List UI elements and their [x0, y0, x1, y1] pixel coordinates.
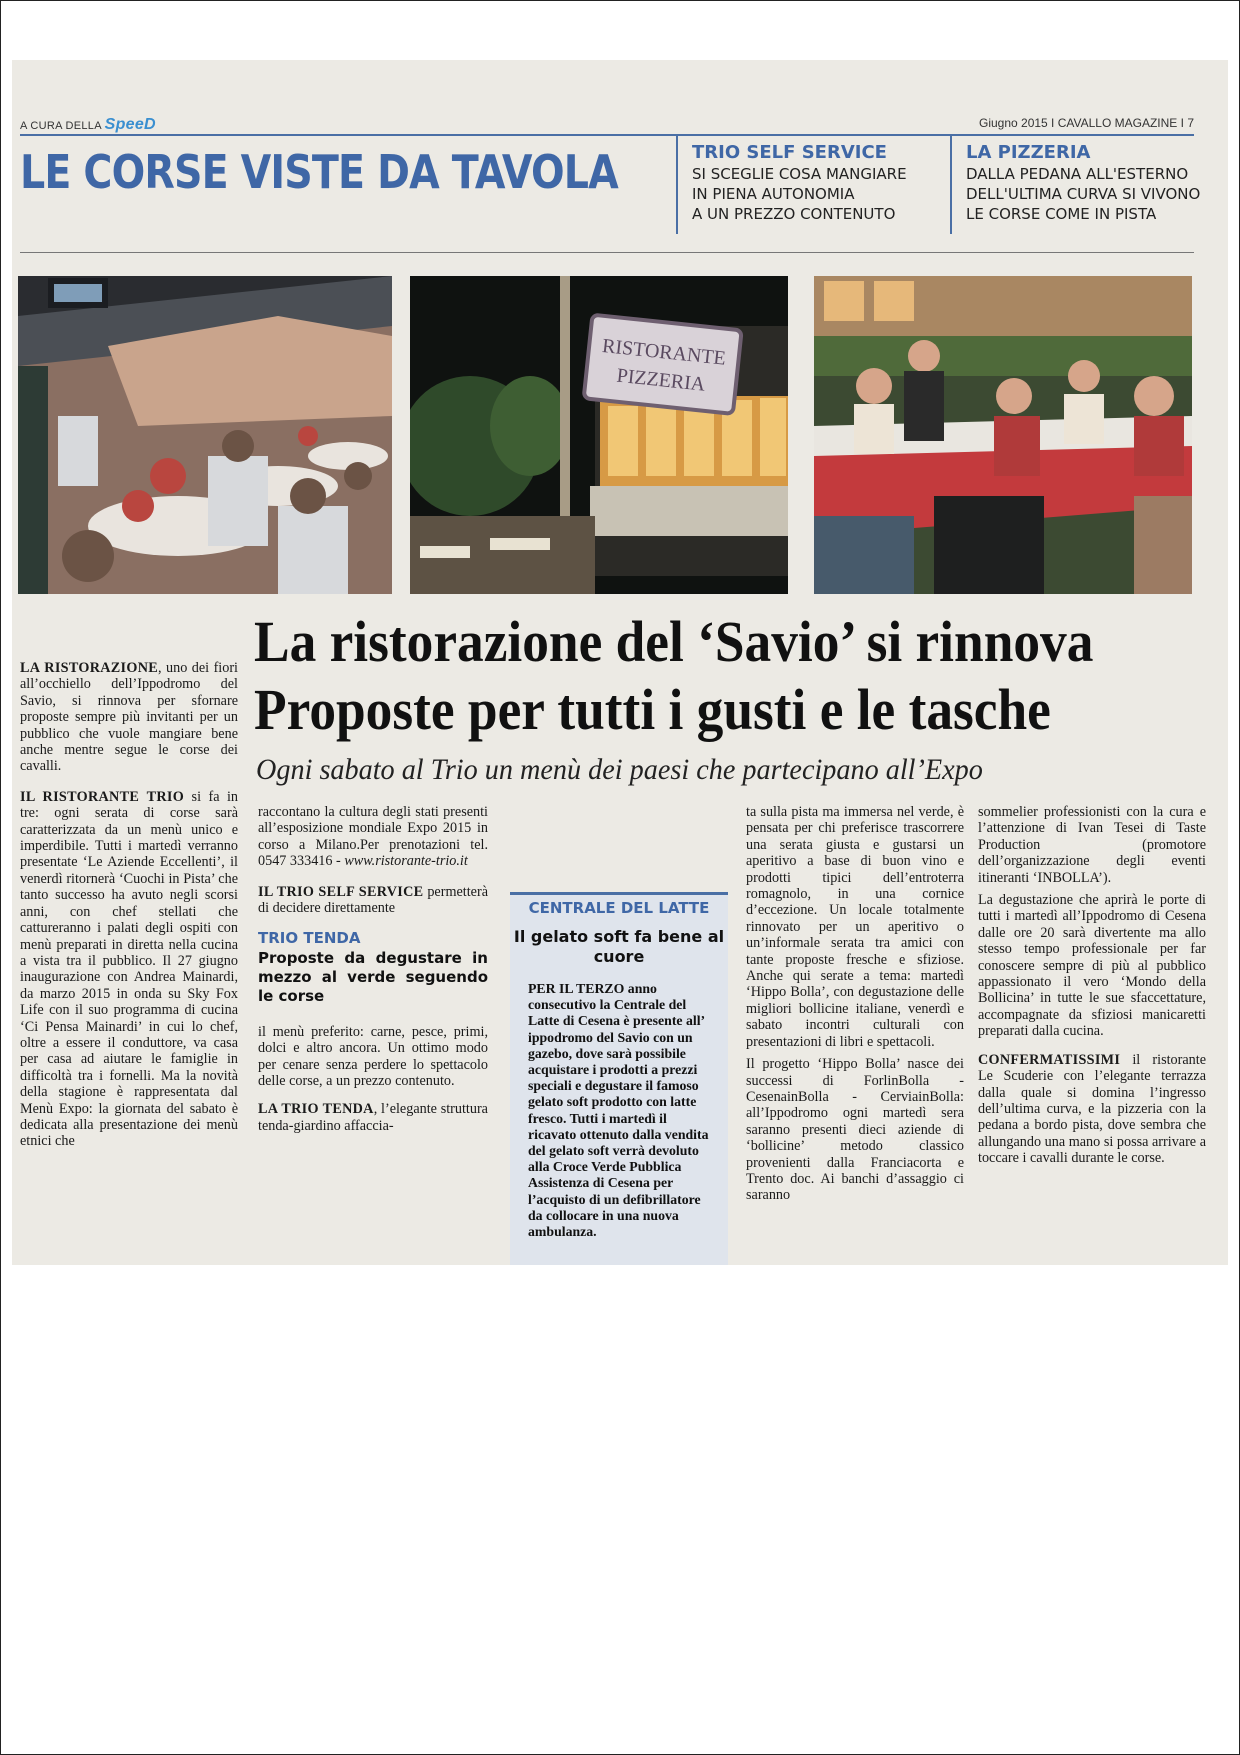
kicker-text: A CURA DELLA — [20, 120, 102, 132]
paragraph — [20, 660, 238, 775]
teaser-line: SI SCEGLIE COSA MANGIARE — [692, 165, 907, 183]
paragraph — [978, 1052, 1206, 1167]
top-rule — [20, 134, 1194, 136]
website-link[interactable]: www.ristorante-trio.it — [344, 853, 468, 870]
subheadline: Ogni sabato al Trio un menù dei paesi che partecipano all’Expo — [256, 753, 983, 786]
teaser-line: IN PIENA AUTONOMIA — [692, 185, 855, 203]
paragraph — [978, 804, 1206, 886]
teaser-title: TRIO SELF SERVICE — [692, 142, 887, 163]
teaser-line: LE CORSE COME IN PISTA — [966, 205, 1157, 223]
box-heading: CENTRALE DEL LATTE — [528, 899, 710, 917]
paragraph — [258, 1101, 488, 1134]
brand-logo: SpeeD — [104, 116, 156, 133]
paragraph-text: il menù preferito: carne, pesce, primi, dolci e altro ancora. Un ottimo modo per cenare senza perdere lo spettacolo delle corse, a un prezzo contenuto. — [258, 1023, 488, 1090]
section-title: LE CORSE VISTE DA TAVOLA — [20, 145, 618, 199]
teaser-line: DALLA PEDANA ALL'ESTERNO — [966, 165, 1189, 183]
kicker — [20, 116, 156, 134]
paragraph-text: sommelier professionisti con la cura e l’attenzione di Ivan Tesei di Taste Production (promotore dell’organizzazione degli eventi itineranti ‘INBOLLA’). — [978, 804, 1206, 886]
sign-text: PIZZERIA — [615, 364, 707, 396]
header-bottom-rule — [20, 252, 1194, 253]
lead-in: CONFERMATISSIMI — [978, 1051, 1121, 1068]
paragraph-text: La degustazione che aprirà le porte di tutti i martedì all’Ippodromo di Cesena dalle ore 20 sarà divertente ma allo stesso tempo professionale per far conoscere sempre di più al pubblico appassionato il vero ‘Mondo della Bollicina’ in tutte le sue sfaccettature, accompagnate da sfiziosi manicaretti preparati dalla cucina. — [978, 892, 1206, 1040]
teaser-self-service — [692, 142, 932, 224]
box-subtitle: Il gelato soft fa bene al cuore — [513, 927, 725, 966]
paragraph — [746, 804, 964, 1050]
teaser-line: DELL'ULTIMA CURVA SI VIVONO — [966, 185, 1201, 203]
paragraph-text: , uno dei fiori all’occhiello dell’Ippodromo del Savio, si rinnova per sfornare proposte sempre più invitanti per un pubblico che vuole mangiare bene anche mentre segue le corse dei cavalli. — [20, 660, 238, 775]
teaser-line: A UN PREZZO CONTENUTO — [692, 205, 896, 223]
article-column-1 — [20, 660, 238, 1156]
paragraph-text: , l’elegante struttura tenda-giardino affaccia- — [258, 1101, 488, 1134]
paragraph-text: permetterà di decidere direttamente — [258, 883, 488, 917]
sidebar-box-centrale-del-latte — [510, 892, 728, 1265]
article-column-4 — [746, 804, 964, 1210]
paragraph-text: anno consecutivo la Centrale del Latte di Cesena è presente all’ ippodromo del Savio con un gazebo, dove sarà possibile acquistare i prodotti a prezzi speciali e degustare il famoso gelato soft prodotto con latte fresco. Tutti i martedì il ricavato ottenuto dalla vendita del gelato soft verrà devoluto alla Croce Verde Pubblica Assistenza di Cesena per l’acquisto di un defibrillatore da collocare in una nuova ambulanza. — [528, 981, 709, 1240]
photo-diners-terrace — [814, 276, 1192, 594]
subsection-subtitle: Proposte da degustare in mezzo al verde seguendo le corse — [258, 948, 488, 1005]
lead-in: LA TRIO TENDA — [258, 1101, 374, 1118]
sign-text: RISTORANTE — [601, 334, 727, 370]
headline: La ristorazione del ‘Savio’ si rinnova — [254, 609, 1094, 674]
article-column-2 — [258, 804, 488, 1140]
box-rule — [510, 892, 728, 895]
paragraph — [978, 892, 1206, 1040]
divider — [676, 134, 678, 234]
article-column-5 — [978, 804, 1206, 1173]
paragraph-text: raccontano la cultura degli stati presenti all’esposizione mondiale Expo 2015 in corso a Milano.Per prenotazioni tel. 0547 333416 - — [258, 804, 488, 870]
lead-in: PER IL TERZO — [528, 981, 625, 996]
photo-grandstand-dining — [18, 276, 392, 594]
paragraph — [258, 884, 488, 917]
paragraph-text: il ristorante Le Scuderie con l’elegante terrazza dalla quale si domina l’ingresso dell’ultima curva, e la pizzeria con la pedana a bordo pista, dove sembra che allungando una mano si possa arrivare a toccare i cavalli durante le corse. — [978, 1051, 1206, 1167]
paragraph-text: si fa in tre: ogni serata di corse sarà caratterizzata da un menù unico e imperdibile. Tutti i martedì verranno presentate ‘Le Aziende Eccellenti’, il venerdì ritornerà ‘Cuochi in Pista’ che tanto successo ha avuto negli scorsi anni, con chef stellati che cattureranno i palati degli ospiti con menù preparati in diretta nella cucina a vista tra il pubblico. Il 27 giugno inaugurazione con Andrea Mainardi, da marzo 2015 in onda su Sky Fox Life con il suo programma di cucina ‘Ci Pensa Mainardi’ in cui lo chef, oltre a essere il conduttore, va casa per casa ad aiutare le famiglie in difficoltà tra i fornelli. Ma la novità della stagione è rappresentata dal Menù Expo: la giornata del sabato è dedicata alla presentazione dei menù etnici che — [20, 788, 238, 1150]
subsection-heading: TRIO TENDA — [258, 929, 361, 948]
paragraph-text: Il progetto ‘Hippo Bolla’ nasce dei successi di ForlinBolla - CesenainBolla - CerviainBolla: all’Ippodromo ogni martedì sera saranno presenti dieci aziende di ‘bollicine’ metodo classico provenienti dalla Franciacorta e Trento doc. Ai banchi d’assaggio ci saranno — [746, 1056, 964, 1204]
newspaper-clipping — [12, 60, 1228, 1265]
divider — [950, 134, 952, 234]
lead-in: LA RISTORAZIONE — [20, 660, 159, 676]
lead-in: IL TRIO SELF SERVICE — [258, 883, 424, 900]
teaser-title: LA PIZZERIA — [966, 142, 1091, 163]
lead-in: IL RISTORANTE TRIO — [20, 788, 185, 805]
teaser-pizzeria — [966, 142, 1206, 224]
photo-ristorante-pizzeria-sign — [410, 276, 788, 594]
paragraph — [20, 789, 238, 1150]
paragraph — [258, 804, 488, 870]
paragraph — [746, 1056, 964, 1204]
paragraph — [258, 1024, 488, 1090]
headline-secondary: Proposte per tutti i gusti e le tasche — [254, 677, 1051, 742]
box-body — [510, 981, 728, 1240]
folio: Giugno 2015 I CAVALLO MAGAZINE I 7 — [979, 116, 1194, 130]
paragraph-text: ta sulla pista ma immersa nel verde, è pensata per chi preferisce trascorrere una serata giusta e gustarsi un aperitivo a base di buon vino e prodotti tipici dell’entroterra romagnolo, in una cornice d’eccezione. Un locale totalmente rinnovato per un aperitivo o un’informale serata tra amici con tante proposte fresche e sfiziose. Anche qui serate a tema: martedì ‘Hippo Bolla’, con degustazione delle migliori bollicine italiane, venerdì e sabato incontri culturali con presentazioni di libri e spettacoli. — [746, 804, 964, 1050]
